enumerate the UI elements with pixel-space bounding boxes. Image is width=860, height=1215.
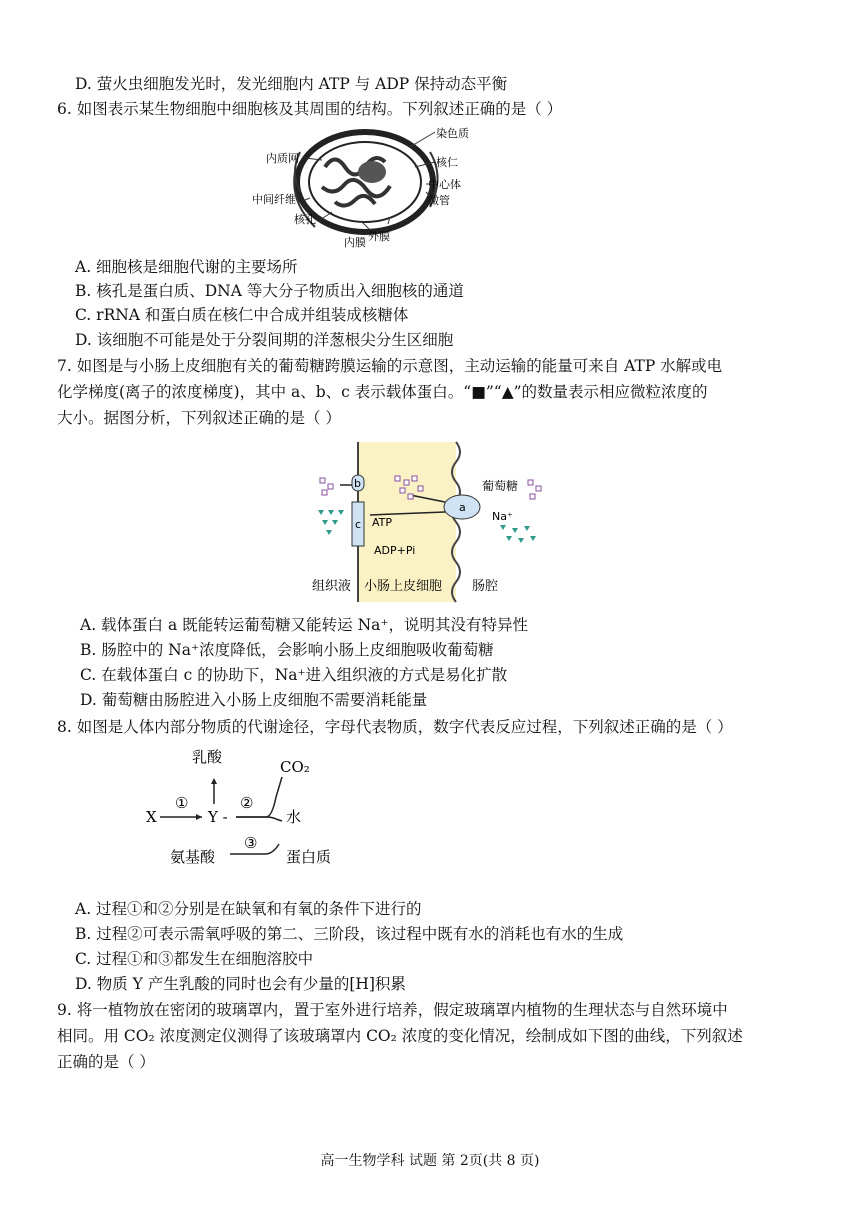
q7-transport-figure <box>300 440 560 605</box>
q8-option-d: D. 物质 Y 产生乳酸的同时也会有少量的[H]积累 <box>75 975 406 993</box>
q7-stem-line-2: 化学梯度(离子的浓度梯度)，其中 a、b、c 表示载体蛋白。“■”“▲”的数量表示相应微粒浓度的 <box>57 383 708 401</box>
label-carrier-c: c <box>355 518 362 531</box>
label-co2: CO₂ <box>280 758 310 776</box>
q8-option-b: B. 过程②可表示需氧呼吸的第二、三阶段，该过程中既有水的消耗也有水的生成 <box>75 925 624 943</box>
label-centriole: 中心体 <box>428 178 461 191</box>
q6-option-c: C. rRNA 和蛋白质在核仁中合成并组装成核糖体 <box>75 306 409 324</box>
label-x: X <box>146 808 157 826</box>
label-lumen: 肠腔 <box>472 579 499 594</box>
q7-option-b: B. 肠腔中的 Na⁺浓度降低，会影响小肠上皮细胞吸收葡萄糖 <box>80 641 494 659</box>
q7-stem-line-1: 7. 如图是与小肠上皮细胞有关的葡萄糖跨膜运输的示意图，主动运输的能量可来自 ATP 水解或电 <box>57 357 723 375</box>
label-adp-pi: ADP+Pi <box>374 544 416 557</box>
q8-stem: 8. 如图是人体内部分物质的代谢途径，字母代表物质，数字代表反应过程，下列叙述正确的是（ ） <box>57 718 733 736</box>
q9-stem-line-2: 相同。用 CO₂ 浓度测定仪测得了该玻璃罩内 CO₂ 浓度的变化情况，绘制成如下图的曲线，下列叙述 <box>57 1027 743 1045</box>
q6-option-a: A. 细胞核是细胞代谢的主要场所 <box>75 258 298 276</box>
q9-stem-line-3: 正确的是（ ） <box>57 1053 155 1071</box>
label-intermediate-filament: 中间纤维 <box>252 193 296 206</box>
label-step-3: ③ <box>244 834 258 852</box>
label-atp: ATP <box>372 516 393 529</box>
label-step-2: ② <box>240 794 254 812</box>
label-epithelial-cell: 小肠上皮细胞 <box>364 579 443 594</box>
label-step-1: ① <box>175 794 189 812</box>
label-protein: 蛋白质 <box>286 848 332 866</box>
q7-stem-line-3: 大小。据图分析，下列叙述正确的是（ ） <box>57 409 341 427</box>
label-tissue-fluid: 组织液 <box>312 579 352 594</box>
label-outer-membrane: 外膜 <box>368 230 390 243</box>
label-amino-acid: 氨基酸 <box>170 848 216 866</box>
q8-option-c: C. 过程①和③都发生在细胞溶胶中 <box>75 950 314 968</box>
q8-pathway-figure <box>140 742 370 872</box>
q8-option-a: A. 过程①和②分别是在缺氧和有氧的条件下进行的 <box>75 900 422 918</box>
q9-stem-line-1: 9. 将一植物放在密闭的玻璃罩内，置于室外进行培养，假定玻璃罩内植物的生理状态与自然环境中 <box>57 1001 728 1019</box>
label-er: 内质网 <box>266 152 299 165</box>
label-pore: 核孔 <box>294 213 316 226</box>
q7-option-a: A. 载体蛋白 a 既能转运葡萄糖又能转运 Na⁺，说明其没有特异性 <box>80 616 529 634</box>
q7-option-c: C. 在载体蛋白 c 的协助下，Na⁺进入组织液的方式是易化扩散 <box>80 666 508 684</box>
page-footer: 高一生物学科 试题 第 2页(共 8 页) <box>320 1153 540 1169</box>
label-glucose: 葡萄糖 <box>482 479 519 493</box>
q6-option-d: D. 该细胞不可能是处于分裂间期的洋葱根尖分生区细胞 <box>75 331 454 349</box>
label-y: Y - <box>208 808 228 826</box>
label-lactic-acid: 乳酸 <box>192 748 223 766</box>
label-nucleolus: 核仁 <box>436 156 458 169</box>
label-inner-membrane: 内膜 <box>344 236 366 249</box>
label-water: 水 <box>286 808 302 826</box>
label-carrier-a: a <box>459 501 466 514</box>
q6-option-b: B. 核孔是蛋白质、DNA 等大分子物质出入细胞核的通道 <box>75 282 464 300</box>
q6-nucleus-figure <box>250 122 470 252</box>
q7-option-d: D. 葡萄糖由肠腔进入小肠上皮细胞不需要消耗能量 <box>80 691 428 709</box>
label-chromatin: 染色质 <box>436 127 469 140</box>
label-sodium: Na⁺ <box>492 510 513 523</box>
q6-stem: 6. 如图表示某生物细胞中细胞核及其周围的结构。下列叙述正确的是（ ） <box>57 100 563 118</box>
label-microtubule: 微管 <box>428 194 450 207</box>
q5-option-d: D. 萤火虫细胞发光时，发光细胞内 ATP 与 ADP 保持动态平衡 <box>75 75 508 93</box>
label-carrier-b: b <box>354 477 361 490</box>
